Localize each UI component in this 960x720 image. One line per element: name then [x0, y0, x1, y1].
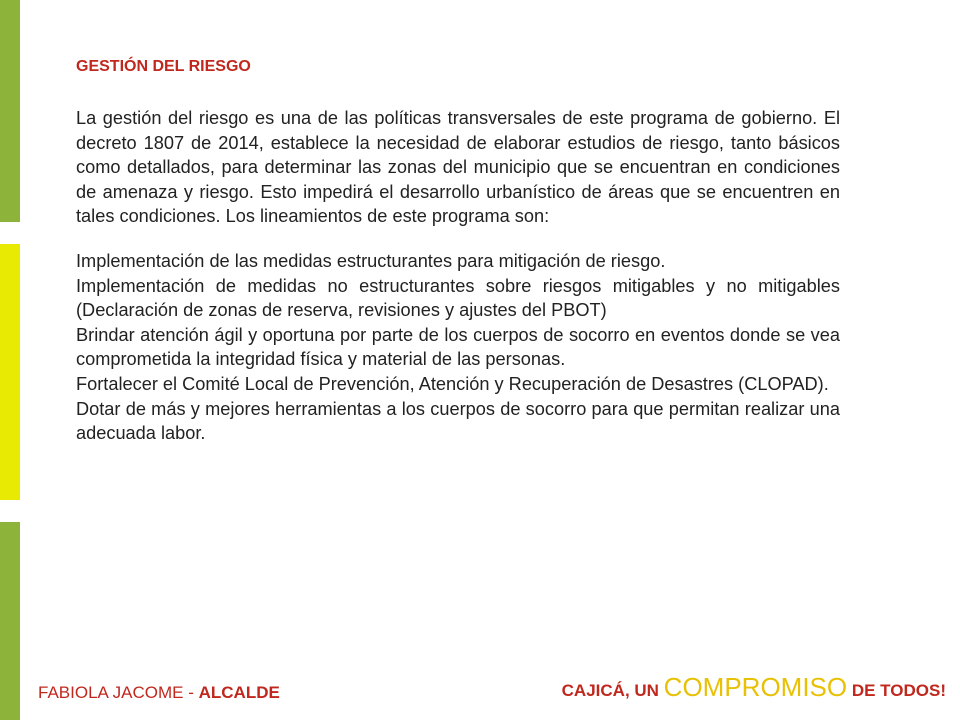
footer-role: ALCALDE [198, 683, 280, 702]
footer-author [38, 683, 280, 703]
page-title: GESTIÓN DEL RIESGO [76, 58, 251, 75]
footer-slogan [562, 672, 946, 703]
document-body [76, 56, 840, 446]
slogan-prefix: CAJICÁ, UN [561, 681, 664, 700]
guideline-item: Implementación de las medidas estructurantes para mitigación de riesgo. [76, 250, 666, 271]
slogan-highlight: COMPROMISO [663, 672, 848, 702]
guideline-item: Implementación de medidas no estructurantes sobre riesgos mitigables y no mitigables (Declaración de zonas de reserva, revisiones y ajustes del PBOT) [76, 275, 840, 321]
side-bar-green-top [0, 0, 20, 222]
guidelines-list [76, 249, 840, 446]
guideline-item: Fortalecer el Comité Local de Prevención, Atención y Recuperación de Desastres (CLOPAD). [76, 373, 829, 394]
intro-paragraph: La gestión del riesgo es una de las políticas transversales de este programa de gobierno. El decreto 1807 de 2014, establece la necesidad de elaborar estudios de riesgo, tanto básicos como detallados, para determinar las zonas del municipio que se encuentran en condiciones de amenaza y riesgo. Esto impedirá el desarrollo urbanístico de áreas que se encuentren en tales condiciones. Los lineamientos de este programa son: [76, 108, 840, 227]
side-bar-yellow [0, 244, 20, 500]
footer-name: FABIOLA JACOME - [38, 683, 199, 702]
slogan-suffix: DE TODOS! [847, 681, 946, 700]
guideline-item: Dotar de más y mejores herramientas a los cuerpos de socorro para que permitan realizar una adecuada labor. [76, 398, 840, 444]
guideline-item: Brindar atención ágil y oportuna por parte de los cuerpos de socorro en eventos donde se vea comprometida la integridad física y material de las personas. [76, 324, 840, 370]
side-bar-green-bottom [0, 522, 20, 720]
